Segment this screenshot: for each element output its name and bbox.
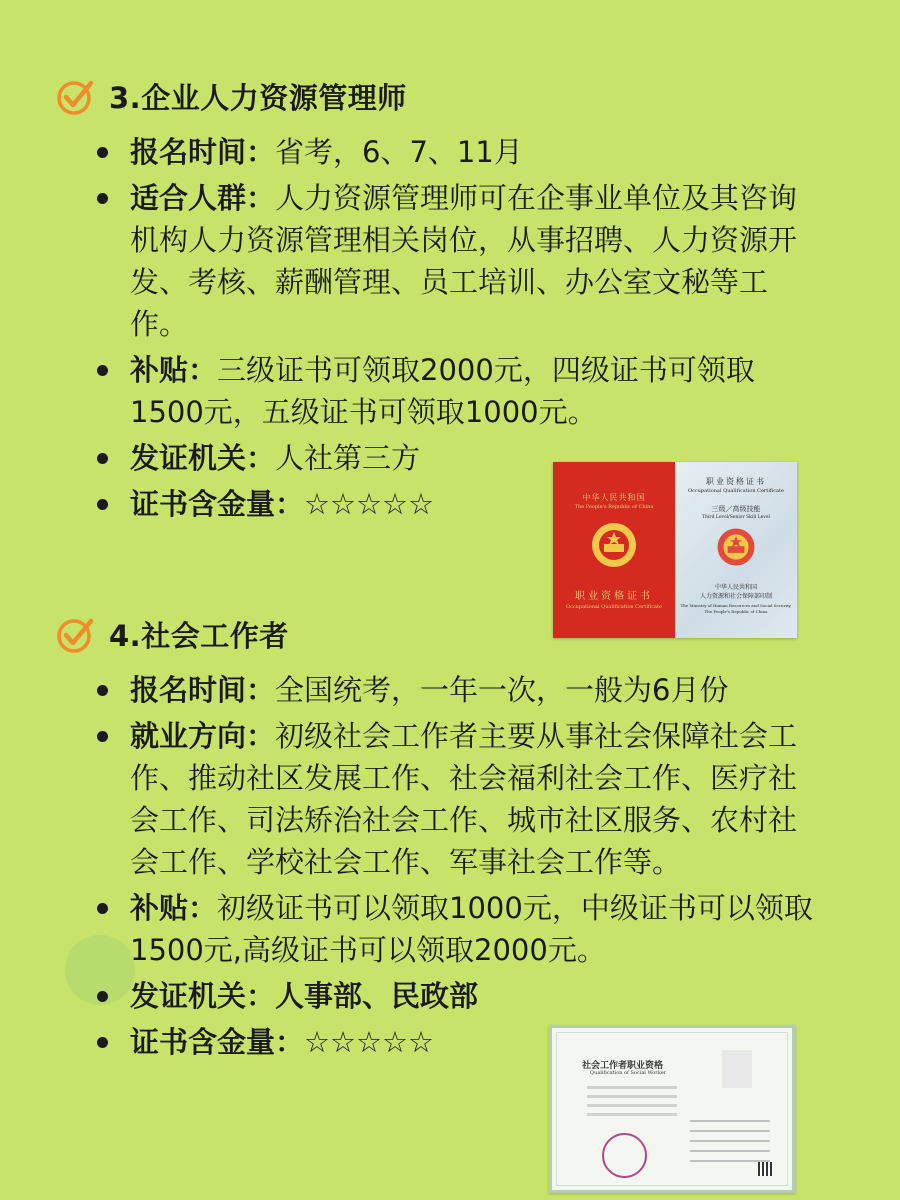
- list-item: 就业方向：初级社会工作者主要从事社会保障社会工作、推动社区发展工作、社会福利社会工作、医疗社会工作、司法矫治社会工作、城市社区服务、农村社会工作、学校社会工作、军事社会工作等。: [95, 715, 825, 883]
- certificate-image-social-worker: 社会工作者职业资格 Qualification of Social Worker: [549, 1025, 795, 1193]
- section-4-title: [55, 614, 289, 655]
- list-item: 发证机关：人事部、民政部: [95, 975, 825, 1017]
- list-item: 发证机关：人社第三方: [95, 437, 825, 479]
- certificate-inner-page: 职业资格证书 Occupational Qualification Certificate 三级／高级技能 Third Level/Senior Skill Level 中华人民共和国 人力资源和社会保障部印制 The Ministry of Human Resources and Social Security, The People's Republic of China: [675, 462, 797, 638]
- id-photo: [722, 1050, 752, 1088]
- section-title-text: 4.社会工作者: [109, 619, 289, 653]
- list-item: 报名时间：全国统考，一年一次，一般为6月份: [95, 669, 825, 711]
- check-circle-icon: [55, 615, 95, 655]
- national-emblem-icon: [589, 520, 639, 570]
- list-item: 证书含金量：☆☆☆☆☆: [95, 483, 825, 525]
- list-item: 补贴：三级证书可领取2000元，四级证书可领取1500元，五级证书可领取1000元。: [95, 349, 825, 433]
- certificate-cover: 中华人民共和国 The People's Republic of China 职业资格证书 Occupational Qualification Certificate: [553, 462, 675, 638]
- list-item: 证书含金量：☆☆☆☆☆: [95, 1021, 825, 1063]
- section-title-text: 3.企业人力资源管理师: [109, 81, 407, 115]
- list-item: 报名时间：省考，6、7、11月: [95, 131, 825, 173]
- national-emblem-icon: [715, 526, 757, 568]
- list-item: 补贴：初级证书可以领取1000元，中级证书可以领取1500元,高级证书可以领取2000元。: [95, 887, 825, 971]
- certificate-image-hr: [553, 462, 797, 638]
- section-4-list: [95, 669, 825, 1067]
- section-3-title: [55, 76, 407, 117]
- official-seal-icon: [602, 1133, 647, 1178]
- check-circle-icon: [55, 77, 95, 117]
- list-item: 适合人群：人力资源管理师可在企事业单位及其咨询机构人力资源管理相关岗位，从事招聘、人力资源开发、考核、薪酬管理、员工培训、办公室文秘等工作。: [95, 177, 825, 345]
- qr-code-icon: [758, 1162, 772, 1176]
- certificate-text-lines: [587, 1086, 677, 1122]
